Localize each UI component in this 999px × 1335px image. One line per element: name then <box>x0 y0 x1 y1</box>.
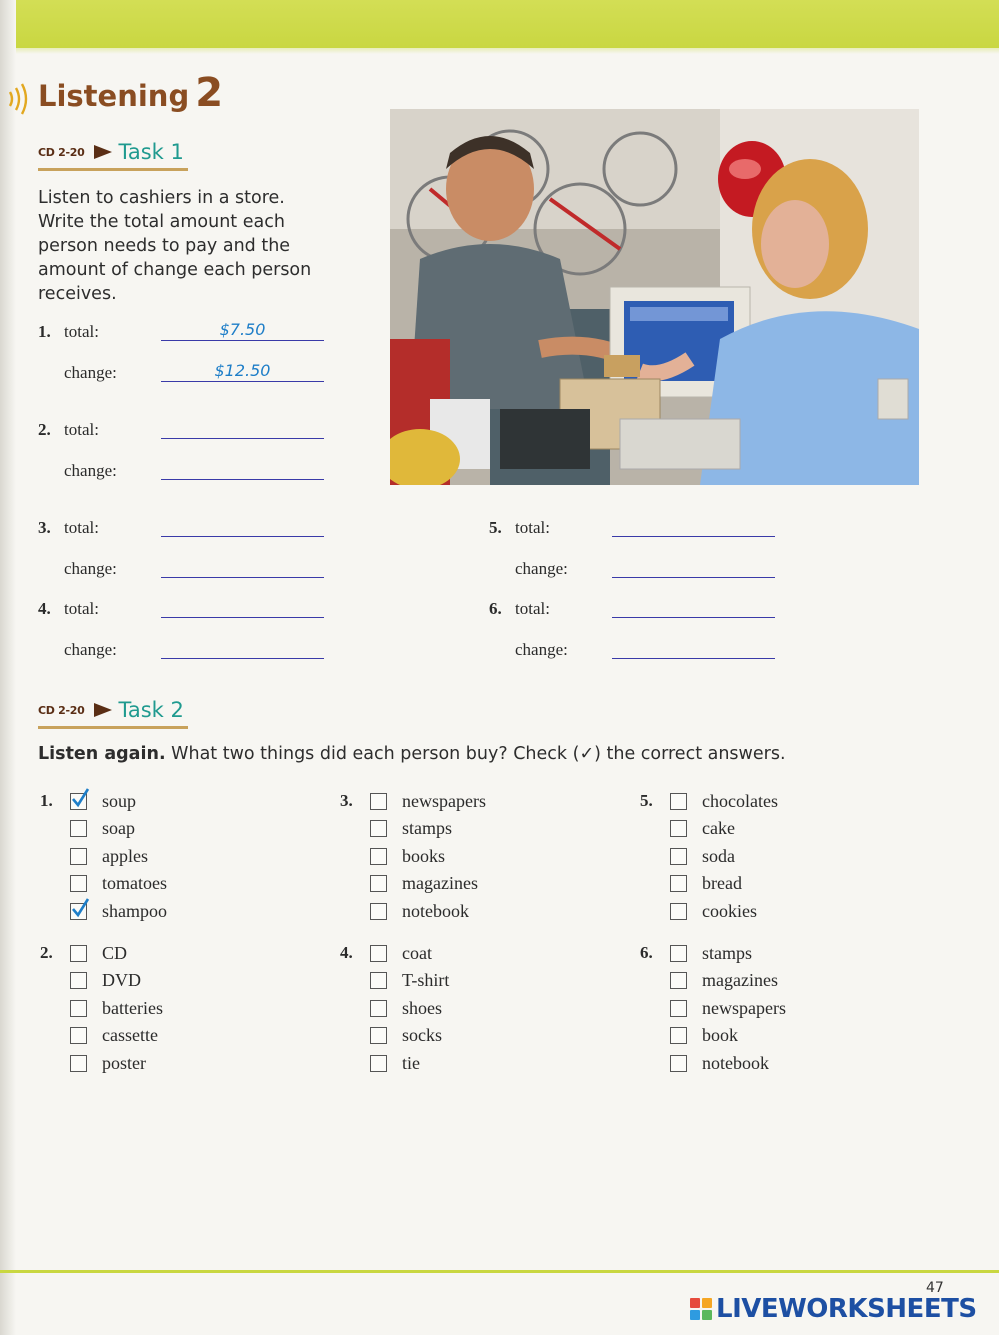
play-arrow-icon <box>94 703 112 717</box>
task1-item-change-label <box>38 363 117 383</box>
checkbox[interactable] <box>670 875 687 892</box>
task1-instructions: Listen to cashiers in a store. Write the total amount each person needs to pay and the amount of change each person receives. <box>38 188 312 304</box>
task2-instruction-text: What two things did each person buy? Check (✓) the correct answers. <box>165 744 786 764</box>
task1-item-total-label <box>38 599 99 619</box>
task1-title: Task 1 <box>118 140 184 164</box>
task1-total-text: total: <box>64 599 99 618</box>
checklist-option[interactable] <box>640 790 778 812</box>
checklist-option[interactable] <box>670 845 735 867</box>
page-number: 47 <box>926 1280 944 1296</box>
task1-total-answer-line[interactable] <box>161 438 324 439</box>
checklist-option-label: newspapers <box>402 790 486 811</box>
checkbox[interactable] <box>670 945 687 962</box>
task2-instructions <box>38 744 786 764</box>
checklist-option-label: book <box>702 1025 738 1045</box>
checklist-option-label: CD <box>102 942 128 963</box>
checklist-option[interactable] <box>70 1025 158 1047</box>
task2-underline <box>38 726 188 729</box>
checklist-option-label: poster <box>102 1052 146 1073</box>
checkbox[interactable] <box>370 945 387 962</box>
task1-total-text: total: <box>515 599 550 618</box>
checklist-option[interactable] <box>370 873 478 895</box>
checkmark-icon <box>70 897 90 919</box>
task2-group-number: 4. <box>340 943 353 962</box>
task1-change-answer-line[interactable] <box>612 577 775 578</box>
checklist-option-label: apples <box>102 845 148 866</box>
top-band-fade <box>0 48 999 54</box>
task1-item-total-label <box>38 420 99 440</box>
task2-group-number: 2. <box>40 943 53 962</box>
checklist-option-label: stamps <box>402 818 453 838</box>
task1-total-text: total: <box>64 518 99 537</box>
task1-change-text: change: <box>515 640 568 659</box>
checklist-option-label: bread <box>702 873 742 893</box>
checkbox[interactable] <box>370 793 387 810</box>
checkbox[interactable] <box>370 903 387 920</box>
checklist-option-label: soap <box>102 818 135 838</box>
checklist-option-label: soda <box>702 845 735 866</box>
task1-change-text: change: <box>64 461 117 480</box>
task1-change-answer-line[interactable] <box>161 381 324 382</box>
task1-cd-label: CD 2-20 <box>38 145 85 159</box>
task1-total-answer-line[interactable] <box>161 536 324 537</box>
checklist-option[interactable] <box>70 873 167 895</box>
checklist-option-label: shoes <box>402 997 442 1018</box>
checklist-option[interactable] <box>70 970 141 992</box>
task1-item-change-label <box>489 559 568 579</box>
checklist-option-label: T-shirt <box>402 970 450 990</box>
checklist-option-label: DVD <box>102 970 141 990</box>
checklist-option[interactable] <box>70 900 167 922</box>
liveworksheets-watermark <box>690 1294 977 1324</box>
checklist-option[interactable] <box>370 900 469 922</box>
checklist-option[interactable] <box>670 818 735 840</box>
checklist-option-label: batteries <box>102 997 163 1018</box>
checklist-option[interactable] <box>370 1052 420 1074</box>
checklist-option-label: stamps <box>702 942 753 963</box>
checklist-option[interactable] <box>670 900 757 922</box>
checklist-option-label: notebook <box>402 900 469 921</box>
checkmark-icon <box>70 787 90 809</box>
checklist-option[interactable] <box>70 818 135 840</box>
play-arrow-icon <box>94 145 112 159</box>
sound-waves-icon <box>6 82 36 116</box>
checklist-option[interactable] <box>70 1052 146 1074</box>
checklist-option-label: coat <box>402 942 432 963</box>
watermark-text: LIVEWORKSHEETS <box>716 1294 977 1324</box>
task1-change-text: change: <box>515 559 568 578</box>
checkbox[interactable] <box>70 1000 87 1017</box>
task1-item-total-label <box>38 518 99 538</box>
task1-header <box>38 136 184 168</box>
checkbox[interactable] <box>370 875 387 892</box>
checklist-option[interactable] <box>670 970 778 992</box>
task1-item-total-label <box>38 322 99 342</box>
checkbox[interactable] <box>70 848 87 865</box>
top-green-band <box>0 0 999 48</box>
photo-illustration <box>390 109 919 485</box>
title-word: Listening <box>38 79 190 113</box>
checkbox[interactable] <box>670 793 687 810</box>
task2-header <box>38 694 184 726</box>
task1-change-answer-line[interactable] <box>161 658 324 659</box>
page-title <box>38 70 223 116</box>
store-cashier-photo <box>390 109 919 485</box>
checkbox[interactable] <box>370 848 387 865</box>
task1-change-answer-line[interactable] <box>161 577 324 578</box>
task1-item-number: 4. <box>38 599 51 618</box>
checklist-option[interactable] <box>370 997 442 1019</box>
checkbox[interactable] <box>670 1055 687 1072</box>
checkbox[interactable] <box>70 1055 87 1072</box>
checklist-option-label: chocolates <box>702 790 778 811</box>
task1-total-text: total: <box>515 518 550 537</box>
checklist-option-label: socks <box>402 1025 442 1045</box>
checklist-option-label: tomatoes <box>102 873 167 893</box>
task1-change-answer-line[interactable] <box>161 479 324 480</box>
task1-total-text: total: <box>64 322 99 341</box>
task2-group-number: 3. <box>340 791 353 810</box>
task1-total-answer[interactable]: $7.50 <box>219 320 266 339</box>
checkbox[interactable] <box>670 903 687 920</box>
title-number: 2 <box>195 70 224 116</box>
bottom-rule <box>0 1270 999 1273</box>
checklist-option[interactable] <box>370 818 452 840</box>
task1-item-change-label <box>489 640 568 660</box>
task1-total-answer-line[interactable] <box>612 617 775 618</box>
checklist-option-label: soup <box>102 790 137 811</box>
checkbox[interactable] <box>370 972 387 989</box>
checklist-option-label: shampoo <box>102 900 167 921</box>
task1-change-text: change: <box>64 640 117 659</box>
task1-change-answer-line[interactable] <box>612 658 775 659</box>
checklist-option[interactable] <box>370 845 445 867</box>
checklist-option-label: books <box>402 845 446 866</box>
checkbox[interactable] <box>670 1027 687 1044</box>
task2-title: Task 2 <box>118 698 184 722</box>
task1-total-answer-line[interactable] <box>161 617 324 618</box>
task2-group-number: 6. <box>640 943 653 962</box>
checklist-option[interactable] <box>640 942 753 964</box>
checkbox[interactable] <box>670 1000 687 1017</box>
liveworksheets-logo-icon <box>690 1298 712 1320</box>
checklist-option[interactable] <box>340 790 486 812</box>
task2-instruction-bold: Listen again. <box>38 744 166 764</box>
checkbox[interactable] <box>70 1027 87 1044</box>
task1-item-number: 6. <box>489 599 502 618</box>
checkbox[interactable] <box>670 820 687 837</box>
checklist-option[interactable] <box>70 997 163 1019</box>
checklist-option-label: newspapers <box>702 997 786 1018</box>
checklist-option[interactable] <box>670 1052 769 1074</box>
checkbox[interactable] <box>70 820 87 837</box>
checklist-option[interactable] <box>670 873 742 895</box>
task1-item-number: 3. <box>38 518 51 537</box>
task2-group-number: 5. <box>640 791 653 810</box>
checkbox[interactable] <box>70 972 87 989</box>
checkbox[interactable] <box>670 972 687 989</box>
checklist-option-label: cake <box>702 818 735 838</box>
task1-item-number: 1. <box>38 322 51 341</box>
checklist-option-label: notebook <box>702 1052 769 1073</box>
checklist-option[interactable] <box>670 997 786 1019</box>
task2-cd-label: CD 2-20 <box>38 703 85 717</box>
checklist-option[interactable] <box>670 1025 738 1047</box>
task1-item-total-label <box>489 518 550 538</box>
checklist-option[interactable] <box>370 970 449 992</box>
task1-item-change-label <box>38 461 117 481</box>
checklist-option-label: cassette <box>102 1025 158 1045</box>
task1-underline <box>38 168 188 171</box>
checklist-option-label: cookies <box>702 900 757 921</box>
checklist-option-label: tie <box>402 1052 420 1073</box>
checkbox-checked[interactable] <box>70 793 87 810</box>
checkbox[interactable] <box>70 945 87 962</box>
task1-total-text: total: <box>64 420 99 439</box>
checkbox[interactable] <box>370 1055 387 1072</box>
checkbox[interactable] <box>370 1000 387 1017</box>
checklist-option[interactable] <box>40 790 137 812</box>
checkbox[interactable] <box>70 875 87 892</box>
page-gutter-shadow <box>0 0 16 1335</box>
task1-item-change-label <box>38 640 117 660</box>
task1-total-answer-line[interactable] <box>612 536 775 537</box>
task2-group-number: 1. <box>40 791 53 810</box>
checkbox-checked[interactable] <box>70 903 87 920</box>
task1-change-answer[interactable]: $12.50 <box>214 361 271 380</box>
task1-item-number: 2. <box>38 420 51 439</box>
task1-item-number: 5. <box>489 518 502 537</box>
checklist-option[interactable] <box>340 942 432 964</box>
task1-change-text: change: <box>64 559 117 578</box>
checkbox[interactable] <box>370 820 387 837</box>
task1-total-answer-line[interactable] <box>161 340 324 341</box>
checklist-option[interactable] <box>70 845 148 867</box>
checklist-option-label: magazines <box>702 970 778 990</box>
task1-item-change-label <box>38 559 117 579</box>
checklist-option[interactable] <box>40 942 128 964</box>
checklist-option[interactable] <box>370 1025 442 1047</box>
checklist-option-label: magazines <box>402 873 478 893</box>
task1-change-text: change: <box>64 363 117 382</box>
checkbox[interactable] <box>670 848 687 865</box>
checkbox[interactable] <box>370 1027 387 1044</box>
task1-item-total-label <box>489 599 550 619</box>
